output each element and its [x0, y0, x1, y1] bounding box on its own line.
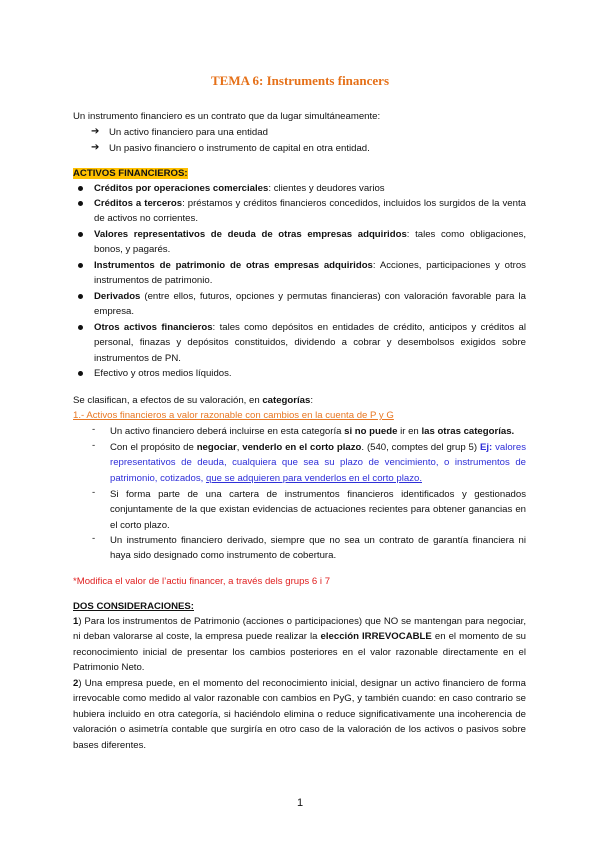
category-item: Un activo financiero deberá incluirse en esta categoría si no puede ir en las otras categorías. — [110, 426, 515, 437]
dash-bullet: - — [92, 440, 96, 451]
bullet-icon — [78, 201, 83, 206]
intro-text: Un instrumento financiero es un contrato que da lugar simultáneamente: — [73, 111, 381, 122]
intro-item: Un activo financiero para una entidad — [109, 127, 268, 138]
bullet-icon — [78, 232, 83, 237]
bullet-icon — [78, 325, 83, 330]
list-item: Créditos por operaciones comerciales: clientes y deudores varios — [94, 183, 385, 194]
page-title: TEMA 6: Instruments financers — [210, 73, 390, 88]
note-text: *Modifica el valor de l’actiu financer, a través dels grups 6 i 7 — [73, 576, 331, 587]
classification-text: Se clasifican, a efectos de su valoración, en categorías: — [73, 395, 313, 406]
list-item: Créditos a terceros: préstamos y créditos financieros concedidos, incluidos los surgidos de la venta de activos no corrientes. — [94, 198, 526, 225]
bullet-icon — [78, 263, 83, 268]
dash-bullet: - — [92, 487, 96, 498]
dash-bullet: - — [92, 533, 96, 544]
category-item: Si forma parte de una cartera de instrumentos financieros identificados y gestionados conjuntamente de la que existan evidencias de actuaciones recientes para obtener ganancias en el corto plazo. — [110, 489, 526, 531]
page-number: 1 — [296, 797, 304, 809]
arrow-right-icon: ➔ — [91, 142, 100, 153]
category-item: Con el propósito de negociar, venderlo en el corto plazo. (540, comptes del grup 5) Ej: valores representativos de deuda, cualquiera que sea su plazo de vencimiento, o instrumentos de patrimonio, cotizados, que se adquieren para venderlos en el corto plazo. — [110, 442, 526, 484]
intro-item: Un pasivo financiero o instrumento de capital en otra entidad. — [109, 143, 370, 154]
bullet-icon — [78, 186, 83, 191]
section-heading-activos: ACTIVOS FINANCIEROS: — [73, 168, 188, 179]
list-item: Derivados (entre ellos, futuros, opciones y permutas financieras) con valoración favorable para la empresa. — [94, 291, 526, 318]
bullet-icon — [78, 371, 83, 376]
dash-bullet: - — [92, 424, 96, 435]
list-item: Instrumentos de patrimonio de otras empresas adquiridos: Acciones, participaciones y otros instrumentos de patrimonio. — [94, 260, 526, 287]
list-item: Valores representativos de deuda de otras empresas adquiridos: tales como obligaciones, bonos, y pagarés. — [94, 229, 527, 256]
considerations-heading: DOS CONSIDERACIONES: — [73, 601, 194, 612]
arrow-right-icon: ➔ — [91, 126, 100, 137]
category-item: Un instrumento financiero derivado, siempre que no sea un contrato de garantía financiera ni haya sido designado como instrumento de cobertura. — [110, 535, 526, 562]
consideration-paragraph: 1) Para los instrumentos de Patrimonio (acciones o participaciones) que NO se mantengan para negociar, ni deban valorarse al coste, la empresa puede realizar la elección IRREVOCABLE en el momento de su reconocimiento inicial de presentar los cambios posteriores en el valor razonable directamente en el Patrimonio Neto. — [73, 616, 527, 674]
list-item: Otros activos financieros: tales como depósitos en entidades de crédito, anticipos y créditos al personal, finazas y depósitos constituidos, dividendo a cobrar y desembolsos exigidos sobre instrumentos de PN. — [94, 322, 526, 364]
consideration-paragraph: 2) Una empresa puede, en el momento del reconocimiento inicial, designar un activo financiero de forma irrevocable como medido al valor razonable con cambios en PyG, y también cuando: en caso contrario se hubiera incluido en otra categoría, si haciéndolo elimina o reduce significativamente una incoherencia de valoración o asimetría contable que surgiría en otro caso de la valoración de los activos o pasivos sobre bases diferentes. — [73, 678, 526, 751]
bullet-icon — [78, 294, 83, 299]
category-heading: 1.- Activos financieros a valor razonable con cambios en la cuenta de P y G — [73, 410, 394, 421]
list-item: Efectivo y otros medios líquidos. — [94, 368, 232, 379]
